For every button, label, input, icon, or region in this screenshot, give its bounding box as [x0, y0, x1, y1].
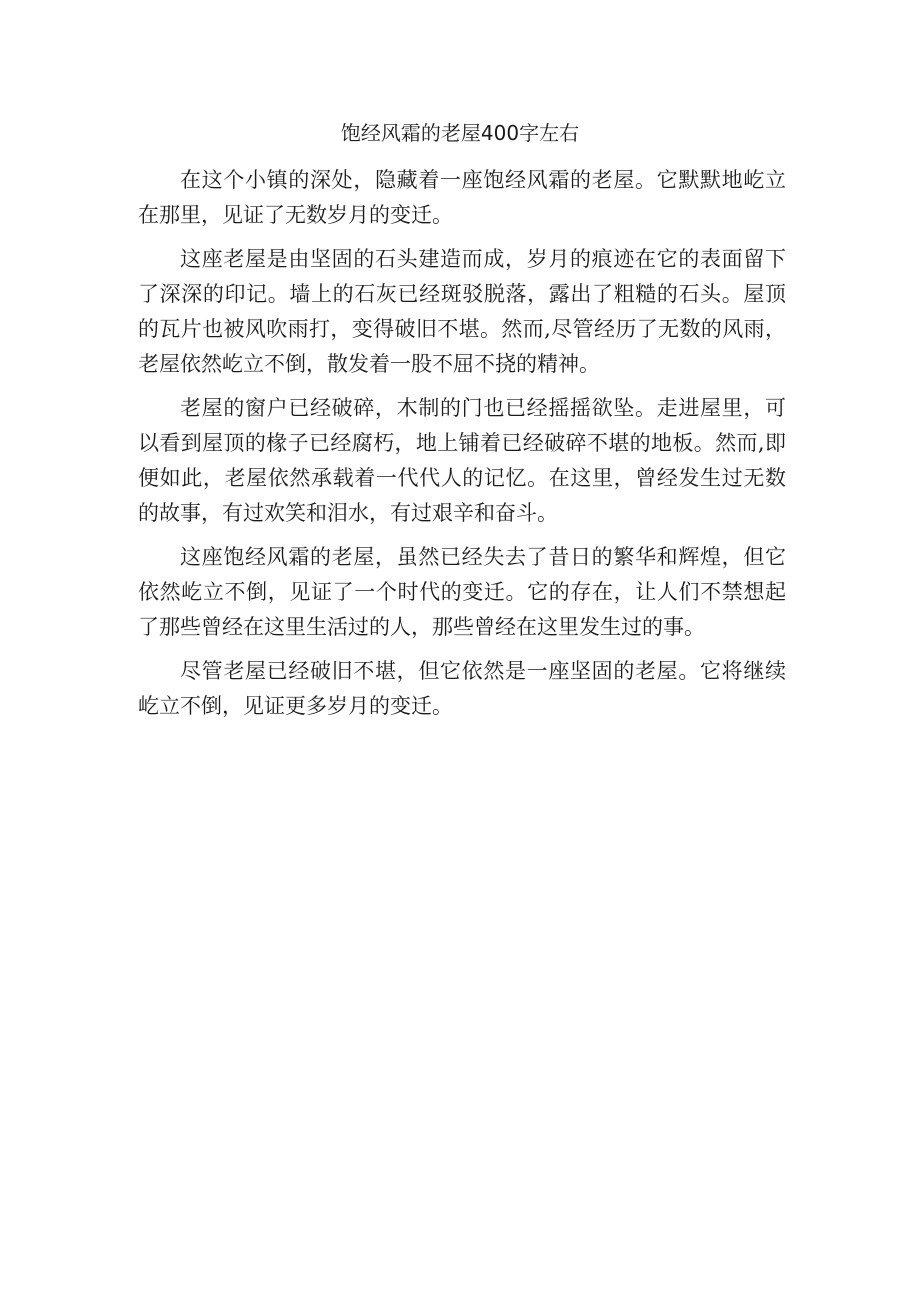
document-title: 饱经风霜的老屋400字左右 — [340, 121, 580, 145]
paragraph-4: 这座饱经风霜的老屋，虽然已经失去了昔日的繁华和辉煌，但它依然屹立不倒，见证了一个时代的变迁。它的存在，让人们不禁想起了那些曾经在这里生活过的人，那些曾经在这里发生过的事。 — [138, 545, 786, 639]
paragraph-2: 这座老屋是由坚固的石头建造而成，岁月的痕迹在它的表面留下了深深的印记。墙上的石灰已经斑驳脱落，露出了粗糙的石头。屋顶的瓦片也被风吹雨打，变得破旧不堪。然而,尽管经历了无数的风雨，老屋依然屹立不倒，散发着一股不屈不挠的精神。 — [138, 247, 786, 376]
document-body — [138, 163, 786, 733]
paragraph-3: 老屋的窗户已经破碎，木制的门也已经摇摇欲坠。走进屋里，可以看到屋顶的椽子已经腐朽，地上铺着已经破碎不堪的地板。然而,即便如此，老屋依然承载着一代代人的记忆。在这里，曾经发生过无数的故事，有过欢笑和泪水，有过艰辛和奋斗。 — [138, 396, 786, 525]
paragraph-5: 尽管老屋已经破旧不堪，但它依然是一座坚固的老屋。它将继续屹立不倒，见证更多岁月的变迁。 — [138, 659, 786, 718]
paragraph-1: 在这个小镇的深处，隐藏着一座饱经风霜的老屋。它默默地屹立在那里，见证了无数岁月的变迁。 — [138, 168, 786, 227]
